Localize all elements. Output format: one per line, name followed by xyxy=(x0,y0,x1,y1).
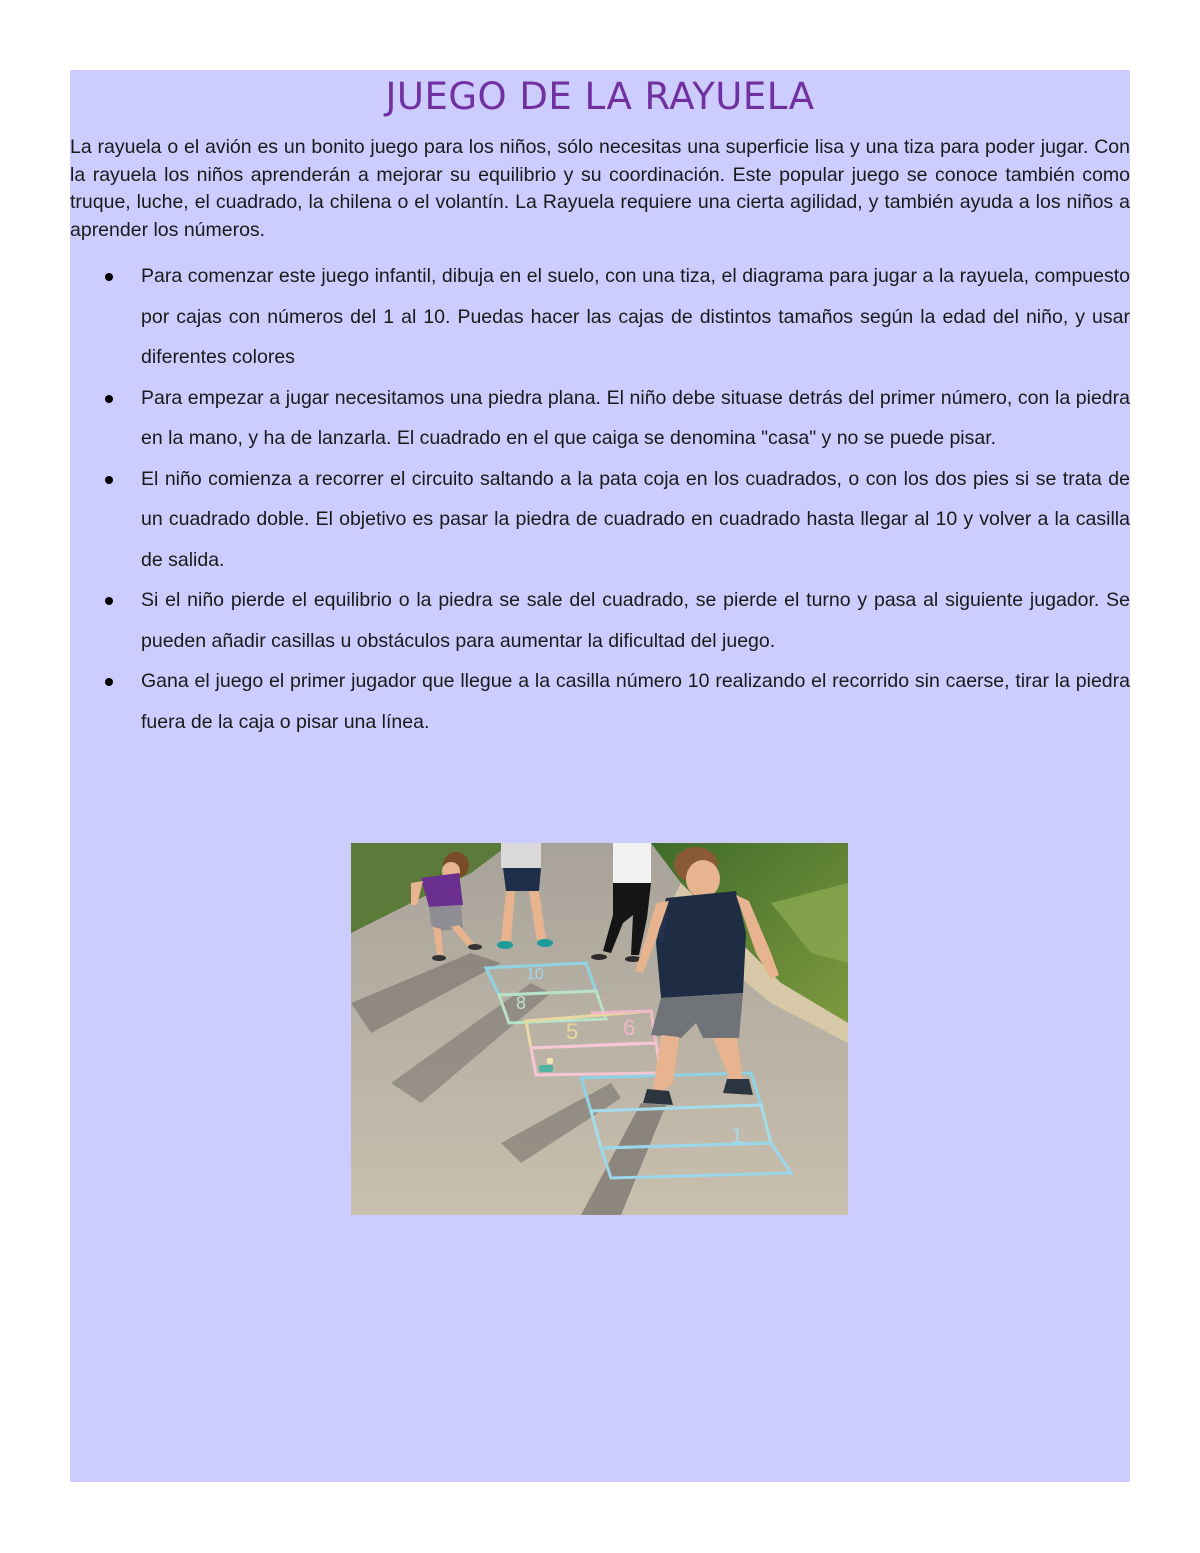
bullet-icon xyxy=(105,678,113,686)
list-item xyxy=(70,378,1130,459)
chalk-number: 10 xyxy=(526,966,544,983)
document-page xyxy=(70,70,1130,1482)
list-item-text: El niño comienza a recorrer el circuito saltando a la pata coja en los cuadrados, o con los dos pies si se trata de un cuadrado doble. El objetivo es pasar la piedra de cuadrado en cuadrado hasta llegar al 10 y volver a la casilla de salida. xyxy=(141,467,1130,571)
chalk-number: 8 xyxy=(516,993,527,1013)
bullet-icon xyxy=(105,476,113,484)
intro-paragraph: La rayuela o el avión es un bonito juego para los niños, sólo necesitas una superficie lisa y una tiza para poder jugar. Con la rayuela los niños aprenderán a mejorar su equilibrio y su coordinación. Este popular juego se conoce también como truque, luche, el cuadrado, la chilena o el volantín. La Rayuela requiere una cierta agilidad, y también ayuda a los niños a aprender los números. xyxy=(70,136,1130,241)
list-item-text: Si el niño pierde el equilibrio o la piedra se sale del cuadrado, se pierde el turno y pasa al siguiente jugador. Se pueden añadir casillas u obstáculos para aumentar la dificultad del juego. xyxy=(141,589,1130,652)
list-item-text: Para empezar a jugar necesitamos una piedra plana. El niño debe situase detrás del primer número, con la piedra en la mano, y ha de lanzarla. El cuadrado en el que caiga se denomina "casa" y no se puede pisar. xyxy=(141,386,1130,449)
list-item xyxy=(70,459,1130,581)
bullet-icon xyxy=(105,395,113,403)
list-item xyxy=(70,661,1130,742)
document-title: JUEGO DE LA RAYUELA xyxy=(385,75,815,118)
list-item-text: Para comenzar este juego infantil, dibuja en el suelo, con una tiza, el diagrama para jugar a la rayuela, compuesto por cajas con números del 1 al 10. Puedas hacer las cajas de distintos tamaños según la edad del niño, y usar diferentes colores xyxy=(141,265,1130,368)
list-item xyxy=(70,256,1130,378)
hopscotch-photo xyxy=(351,843,848,1215)
bullet-icon xyxy=(105,273,113,281)
bullet-list xyxy=(70,256,1130,742)
list-item xyxy=(70,580,1130,661)
bullet-icon xyxy=(105,597,113,605)
chalk-number: 5 xyxy=(566,1019,579,1044)
list-item-text: Gana el juego el primer jugador que llegue a la casilla número 10 realizando el recorrido sin caerse, tirar la piedra fuera de la caja o pisar una línea. xyxy=(141,670,1130,733)
chalk-number: 1 xyxy=(731,1123,744,1148)
chalk-number: 6 xyxy=(623,1015,636,1040)
